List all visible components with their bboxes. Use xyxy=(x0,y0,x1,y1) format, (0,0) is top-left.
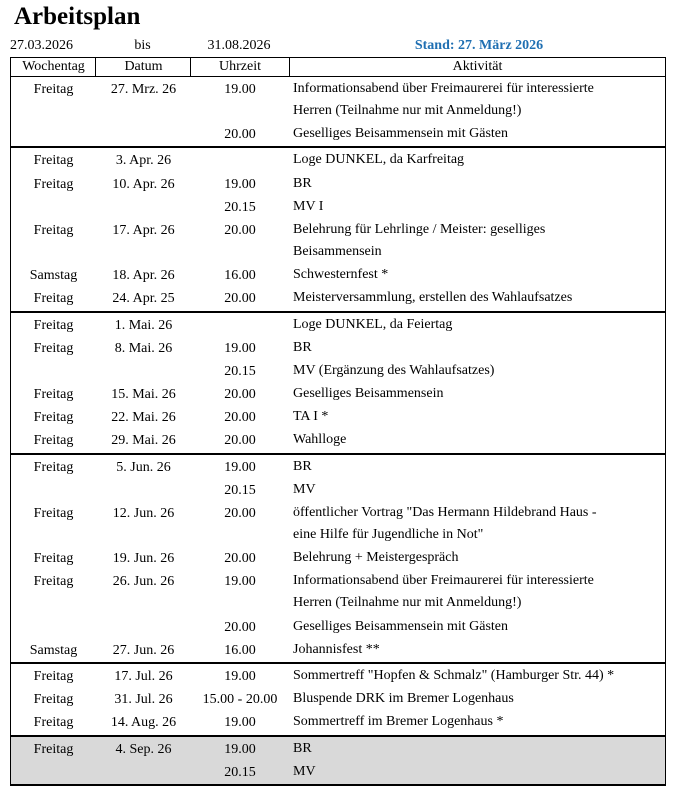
time-cell: 19.00 xyxy=(224,459,256,475)
time-cell: 19.00 xyxy=(224,574,256,590)
table-row xyxy=(11,570,665,615)
date-cell: 5. Jun. 26 xyxy=(116,459,171,475)
activity-line: Herren (Teilnahme nur mit Anmeldung!) xyxy=(293,595,522,611)
date-cell: 17. Jul. 26 xyxy=(114,668,173,684)
weekday-cell: Freitag xyxy=(33,176,74,192)
schedule-group xyxy=(10,313,666,455)
activity-cell xyxy=(293,688,663,710)
activity-cell xyxy=(293,383,663,405)
activity-cell xyxy=(293,264,663,286)
activity-line: Beisammensein xyxy=(293,243,382,259)
date-cell: 27. Mrz. 26 xyxy=(110,82,177,97)
time-cell: 20.15 xyxy=(224,363,256,379)
table-row xyxy=(11,314,665,337)
activity-cell xyxy=(293,479,663,501)
activity-line: eine Hilfe für Jugendliche in Not" xyxy=(293,527,484,542)
date-cell: 31. Jul. 26 xyxy=(114,692,173,708)
table-row xyxy=(11,502,665,547)
time-cell: 20.15 xyxy=(224,764,256,780)
table-row xyxy=(11,78,665,123)
activity-cell xyxy=(293,196,663,218)
weekday-cell: Freitag xyxy=(33,715,74,731)
activity-cell xyxy=(293,360,663,382)
schedule-group xyxy=(10,455,666,664)
end-date: 31.08.2026 xyxy=(207,38,271,53)
activity-line: MV xyxy=(293,481,316,497)
weekday-cell: Samstag xyxy=(29,642,78,658)
activity-line: öffentlicher Vortrag "Das Hermann Hildebrand Haus - xyxy=(293,505,597,520)
table-row xyxy=(11,360,665,383)
table-row xyxy=(11,196,665,219)
date-cell: 8. Mai. 26 xyxy=(114,340,173,356)
activity-cell xyxy=(293,123,663,145)
time-cell: 20.00 xyxy=(224,410,256,426)
activity-cell xyxy=(293,173,663,195)
date-cell: 1. Mai. 26 xyxy=(114,317,173,333)
weekday-cell: Freitag xyxy=(33,692,74,708)
activity-cell xyxy=(293,287,663,309)
date-cell: 12. Jun. 26 xyxy=(112,506,175,521)
table-row xyxy=(11,287,665,310)
time-cell: 20.00 xyxy=(224,506,256,521)
range-separator: bis xyxy=(134,38,151,53)
weekday-cell: Freitag xyxy=(33,574,74,590)
weekday-cell: Freitag xyxy=(33,291,74,307)
activity-cell xyxy=(293,337,663,359)
activity-line: Sommertreff "Hopfen & Schmalz" (Hamburger Str. 44) * xyxy=(293,667,615,683)
activity-line: Bluspende DRK im Bremer Logenhaus xyxy=(293,691,514,707)
time-cell: 16.00 xyxy=(224,268,256,284)
weekday-cell: Freitag xyxy=(33,340,74,356)
weekday-cell: Samstag xyxy=(29,268,78,284)
time-cell: 20.00 xyxy=(224,387,256,403)
activity-cell xyxy=(293,711,663,733)
table-row xyxy=(11,616,665,639)
activity-line: Belehrung für Lehrlinge / Meister: geselliges xyxy=(293,221,546,237)
table-row xyxy=(11,337,665,360)
table-row xyxy=(11,547,665,570)
weekday-cell: Freitag xyxy=(33,387,74,403)
date-range-header xyxy=(10,36,666,55)
activity-line: Johannisfest ** xyxy=(293,641,380,657)
time-cell: 16.00 xyxy=(224,642,256,658)
weekday-cell: Freitag xyxy=(33,551,74,567)
schedule-group xyxy=(10,77,666,148)
activity-cell xyxy=(293,219,663,263)
date-cell: 14. Aug. 26 xyxy=(110,715,177,731)
weekday-cell: Freitag xyxy=(33,82,74,97)
table-row xyxy=(11,711,665,734)
weekday-cell: Freitag xyxy=(33,506,74,521)
activity-cell xyxy=(293,761,663,783)
activity-line: Informationsabend über Freimaurerei für interessierte xyxy=(293,81,594,96)
time-cell: 19.00 xyxy=(224,715,256,731)
date-cell: 29. Mai. 26 xyxy=(111,433,176,449)
weekday-cell: Freitag xyxy=(33,459,74,475)
activity-line: MV (Ergänzung des Wahlaufsatzes) xyxy=(293,362,495,378)
date-cell: 22. Mai. 26 xyxy=(111,410,176,426)
activity-cell xyxy=(293,502,663,546)
weekday-cell: Freitag xyxy=(33,317,74,333)
activity-line: Geselliges Beisammensein mit Gästen xyxy=(293,126,509,142)
date-cell: 17. Apr. 26 xyxy=(112,222,175,238)
weekday-cell: Freitag xyxy=(33,222,74,238)
time-cell: 20.00 xyxy=(224,551,256,567)
table-row xyxy=(11,665,665,688)
schedule-group xyxy=(10,664,666,737)
time-cell: 15.00 - 20.00 xyxy=(202,692,278,708)
table-row xyxy=(11,479,665,502)
page-title: Arbeitsplan xyxy=(14,3,141,30)
status-date: Stand: 27. März 2026 xyxy=(414,38,544,53)
table-row xyxy=(11,429,665,452)
time-cell: 19.00 xyxy=(224,668,256,684)
start-date: 27.03.2026 xyxy=(10,38,73,53)
table-row xyxy=(11,149,665,172)
activity-cell xyxy=(293,456,663,478)
column-header-row xyxy=(10,57,666,77)
activity-cell xyxy=(293,314,663,336)
weekday-cell: Freitag xyxy=(33,153,74,169)
weekday-cell: Freitag xyxy=(33,433,74,449)
time-cell: 20.15 xyxy=(224,482,256,498)
time-cell: 19.00 xyxy=(224,82,256,97)
activity-cell xyxy=(293,78,663,122)
time-cell: 19.00 xyxy=(224,340,256,356)
schedule-group xyxy=(10,148,666,312)
activity-cell xyxy=(293,429,663,451)
activity-line: Meisterversammlung, erstellen des Wahlaufsatzes xyxy=(293,290,573,306)
date-cell: 24. Apr. 25 xyxy=(112,291,175,307)
column-header-activity: Aktivität xyxy=(452,59,503,74)
table-row xyxy=(11,738,665,761)
weekday-cell: Freitag xyxy=(33,741,74,757)
activity-cell xyxy=(293,406,663,428)
table-row xyxy=(11,688,665,711)
table-row xyxy=(11,639,665,662)
date-cell: 26. Jun. 26 xyxy=(112,574,175,590)
date-cell: 27. Jun. 26 xyxy=(112,642,175,658)
activity-line: Belehrung + Meistergespräch xyxy=(293,550,459,566)
activity-cell xyxy=(293,665,663,687)
weekday-cell: Freitag xyxy=(33,668,74,684)
table-row xyxy=(11,173,665,196)
activity-line: BR xyxy=(293,458,312,474)
date-cell: 19. Jun. 26 xyxy=(112,551,175,567)
time-cell: 20.00 xyxy=(224,433,256,449)
table-row xyxy=(11,383,665,406)
date-cell: 3. Apr. 26 xyxy=(115,153,172,169)
date-cell: 15. Mai. 26 xyxy=(111,387,176,403)
time-cell: 19.00 xyxy=(224,176,256,192)
date-cell: 18. Apr. 26 xyxy=(112,268,175,284)
activity-line: MV xyxy=(293,763,316,779)
column-header-date: Datum xyxy=(124,59,163,74)
column-header-time: Uhrzeit xyxy=(219,59,261,74)
activity-line: Wahlloge xyxy=(293,432,347,448)
activity-cell xyxy=(293,570,663,614)
activity-line: BR xyxy=(293,339,312,355)
table-row xyxy=(11,219,665,264)
activity-line: Loge DUNKEL, da Karfreitag xyxy=(293,152,465,168)
table-row xyxy=(11,761,665,784)
schedule-table xyxy=(10,77,666,786)
activity-cell xyxy=(293,149,663,171)
activity-line: MV I xyxy=(293,198,324,214)
column-header-weekday: Wochentag xyxy=(22,59,85,74)
date-cell: 10. Apr. 26 xyxy=(112,176,175,192)
time-cell: 20.00 xyxy=(224,222,256,238)
activity-line: Informationsabend über Freimaurerei für interessierte xyxy=(293,573,594,589)
table-row xyxy=(11,456,665,479)
activity-line: Sommertreff im Bremer Logenhaus * xyxy=(293,714,504,730)
time-cell: 19.00 xyxy=(224,741,256,757)
activity-line: BR xyxy=(293,740,312,756)
weekday-cell: Freitag xyxy=(33,410,74,426)
table-row xyxy=(11,123,665,146)
table-row xyxy=(11,264,665,287)
time-cell: 20.00 xyxy=(224,619,256,635)
schedule-group xyxy=(10,737,666,786)
table-row xyxy=(11,406,665,429)
activity-line: BR xyxy=(293,175,312,191)
activity-line: Herren (Teilnahme nur mit Anmeldung!) xyxy=(293,103,522,118)
activity-line: Loge DUNKEL, da Feiertag xyxy=(293,316,453,332)
activity-cell xyxy=(293,547,663,569)
time-cell: 20.00 xyxy=(224,291,256,307)
activity-line: Geselliges Beisammensein xyxy=(293,386,444,402)
activity-line: Geselliges Beisammensein mit Gästen xyxy=(293,618,509,634)
activity-line: TA I * xyxy=(293,409,329,425)
activity-cell xyxy=(293,738,663,760)
date-cell: 4. Sep. 26 xyxy=(115,741,172,757)
time-cell: 20.00 xyxy=(224,127,256,143)
activity-cell xyxy=(293,639,663,661)
activity-cell xyxy=(293,616,663,638)
activity-line: Schwesternfest * xyxy=(293,267,389,283)
time-cell: 20.15 xyxy=(224,199,256,215)
